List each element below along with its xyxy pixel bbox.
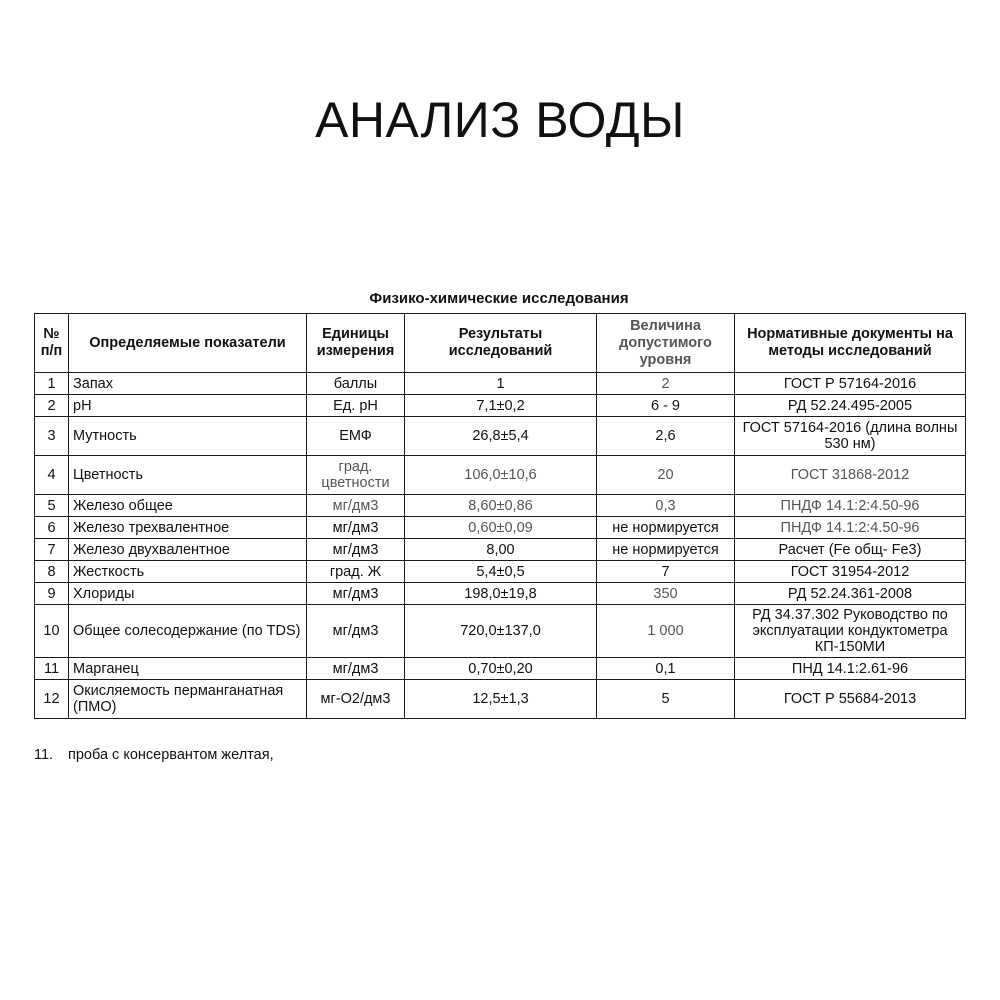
row-doc: РД 52.24.361-2008	[735, 583, 966, 605]
row-num: 5	[35, 495, 69, 517]
table-row	[35, 561, 966, 583]
row-doc: ГОСТ 57164-2016 (длина волны 530 нм)	[735, 417, 966, 456]
table-row	[35, 680, 966, 719]
table-header-row	[35, 314, 966, 373]
row-result: 12,5±1,3	[405, 680, 597, 719]
header-limit: Величина допустимого уровня	[597, 314, 735, 373]
row-result: 8,60±0,86	[405, 495, 597, 517]
row-doc: ПНДФ 14.1:2:4.50-96	[735, 517, 966, 539]
row-indicator: Марганец	[69, 658, 307, 680]
row-units: мг/дм3	[307, 605, 405, 658]
row-units: ЕМФ	[307, 417, 405, 456]
header-docs: Нормативные документы на методы исследований	[735, 314, 966, 373]
row-indicator: Окисляемость перманганатная (ПМО)	[69, 680, 307, 719]
row-limit: 5	[597, 680, 735, 719]
row-result: 106,0±10,6	[405, 456, 597, 495]
row-indicator: Цветность	[69, 456, 307, 495]
footnote-number: 11.	[34, 747, 54, 763]
row-indicator: Жесткость	[69, 561, 307, 583]
row-limit: не нормируется	[597, 539, 735, 561]
row-units: мг-О2/дм3	[307, 680, 405, 719]
row-doc: Расчет (Fe общ- Fe3)	[735, 539, 966, 561]
table-row	[35, 395, 966, 417]
row-doc: РД 52.24.495-2005	[735, 395, 966, 417]
row-limit: 7	[597, 561, 735, 583]
row-limit: 6 - 9	[597, 395, 735, 417]
row-num: 12	[35, 680, 69, 719]
table-row	[35, 583, 966, 605]
row-result: 720,0±137,0	[405, 605, 597, 658]
header-num: № п/п	[35, 314, 69, 373]
row-num: 8	[35, 561, 69, 583]
table-row	[35, 373, 966, 395]
header-indicator: Определяемые показатели	[69, 314, 307, 373]
row-limit: не нормируется	[597, 517, 735, 539]
row-limit: 2,6	[597, 417, 735, 456]
row-result: 26,8±5,4	[405, 417, 597, 456]
row-units: мг/дм3	[307, 539, 405, 561]
footnote-text: проба с консервантом желтая,	[68, 747, 274, 763]
table-row	[35, 417, 966, 456]
header-units: Единицы измерения	[307, 314, 405, 373]
table-row	[35, 456, 966, 495]
row-num: 6	[35, 517, 69, 539]
table-caption: Физико-химические исследования	[369, 290, 629, 307]
row-units: мг/дм3	[307, 495, 405, 517]
row-limit: 2	[597, 373, 735, 395]
row-num: 1	[35, 373, 69, 395]
row-limit: 350	[597, 583, 735, 605]
row-result: 5,4±0,5	[405, 561, 597, 583]
row-limit: 20	[597, 456, 735, 495]
table-row	[35, 539, 966, 561]
table-row	[35, 658, 966, 680]
row-num: 4	[35, 456, 69, 495]
row-indicator: Мутность	[69, 417, 307, 456]
row-units: Ед. pH	[307, 395, 405, 417]
row-num: 9	[35, 583, 69, 605]
row-units: град. цветности	[307, 456, 405, 495]
row-num: 2	[35, 395, 69, 417]
table-row	[35, 517, 966, 539]
page-title: АНАЛИЗ ВОДЫ	[315, 92, 685, 148]
footnote	[34, 746, 274, 764]
row-num: 11	[35, 658, 69, 680]
row-result: 1	[405, 373, 597, 395]
row-doc: ГОСТ 31954-2012	[735, 561, 966, 583]
row-indicator: pH	[69, 395, 307, 417]
row-indicator: Запах	[69, 373, 307, 395]
row-doc: ГОСТ Р 57164-2016	[735, 373, 966, 395]
row-result: 198,0±19,8	[405, 583, 597, 605]
row-limit: 0,1	[597, 658, 735, 680]
row-indicator: Железо трехвалентное	[69, 517, 307, 539]
row-result: 0,70±0,20	[405, 658, 597, 680]
row-doc: ГОСТ Р 55684-2013	[735, 680, 966, 719]
row-limit: 0,3	[597, 495, 735, 517]
row-doc: ГОСТ 31868-2012	[735, 456, 966, 495]
row-indicator: Железо двухвалентное	[69, 539, 307, 561]
row-indicator: Хлориды	[69, 583, 307, 605]
header-results: Результаты исследований	[405, 314, 597, 373]
row-units: мг/дм3	[307, 583, 405, 605]
row-num: 10	[35, 605, 69, 658]
row-units: град. Ж	[307, 561, 405, 583]
row-result: 0,60±0,09	[405, 517, 597, 539]
row-indicator: Общее солесодержание (по TDS)	[69, 605, 307, 658]
results-table	[34, 313, 966, 719]
table-row	[35, 605, 966, 658]
row-doc: ПНД 14.1:2.61-96	[735, 658, 966, 680]
table-row	[35, 495, 966, 517]
row-units: мг/дм3	[307, 517, 405, 539]
row-limit: 1 000	[597, 605, 735, 658]
row-indicator: Железо общее	[69, 495, 307, 517]
row-num: 7	[35, 539, 69, 561]
row-result: 7,1±0,2	[405, 395, 597, 417]
row-result: 8,00	[405, 539, 597, 561]
row-units: баллы	[307, 373, 405, 395]
row-doc: РД 34.37.302 Руководство по эксплуатации кондуктометра КП-150МИ	[735, 605, 966, 658]
row-units: мг/дм3	[307, 658, 405, 680]
row-num: 3	[35, 417, 69, 456]
row-doc: ПНДФ 14.1:2:4.50-96	[735, 495, 966, 517]
